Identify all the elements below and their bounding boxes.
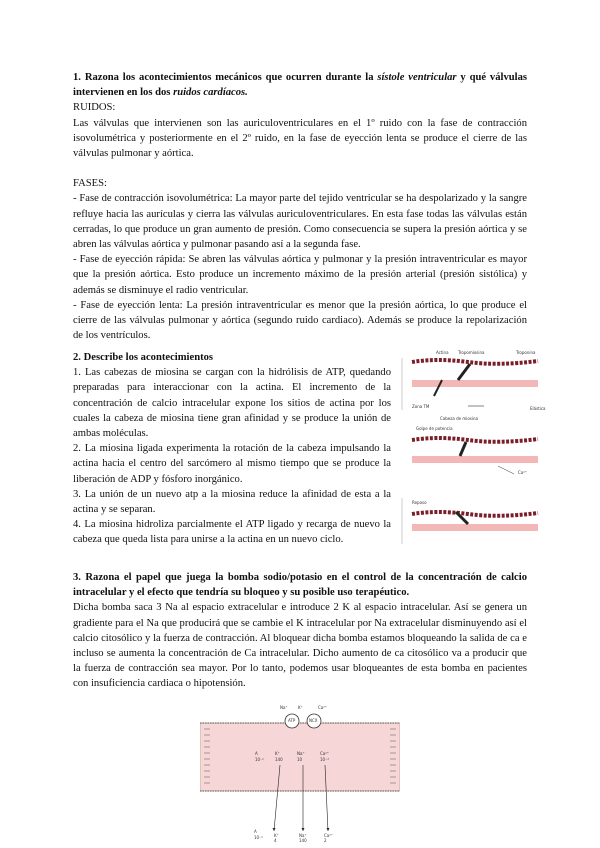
- fases-label: FASES:: [73, 178, 107, 190]
- myosin-thick-1: [412, 380, 538, 387]
- label-ncx: NCX: [309, 718, 318, 723]
- conc-in-k: 140: [275, 757, 283, 762]
- conc-out-ca: 2: [324, 838, 327, 843]
- step-1: 1. Las cabezas de miosina se cargan con la hidrólisis de ATP, quedando preparadas para interaccionar con la actina. El incremento de la concentración de calcio intracelular expone los sitios de actina por los cuales la cabeza de miosina tiene gran afinidad y se produce la unión de ambas moléculas.: [73, 367, 391, 440]
- question-3: 3. Razona el papel que juega la bomba sodio/potasio en el control de la concentración de calcio intracelular y el efecto que tendría su bloqueo y su posible uso terapéutico.: [73, 572, 527, 599]
- ruidos-text: Las válvulas que intervienen son las auriculoventriculares en el 1º ruido con la fase de contracción isovolumétrica y posteriormente en el 2º ruido, en la fase de eyección lenta se produce el cierre de las válvulas pulmonar y aórtica.: [73, 117, 527, 160]
- label-cell-ca: Ca²⁺: [320, 751, 329, 756]
- fase-contraccion: - Fase de contracción isovolumétrica: La mayor parte del tejido ventricular se ha despolarizado y la sangre refluye hacia las aurículas y cierra las válvulas auriculoventriculares. En esta fase todas las válvulas están cerradas, lo que produce un gran aumento de presión. Como consecuencia se supera la presión aórtica y se abren las válvulas aórtica y pulmonar pasando así a la segunda fase.: [73, 193, 527, 251]
- label-tropomyosin: Tropomiosina: [458, 350, 485, 355]
- label-cell-k: K⁺: [275, 751, 280, 756]
- label-out-na: Na⁺: [299, 833, 307, 838]
- crossbridge-figure: [398, 348, 548, 550]
- fase-eyeccion-lenta: - Fase de eyección lenta: La presión intraventricular es menor que la presión aórtica, lo que produce el cierre de las válvulas pulmonar y aórtica (segundo ruido cardiaco). Además se produce la repolarización de los ventrículos.: [73, 299, 527, 342]
- step-4: 4. La miosina hidroliza parcialmente el ATP ligado y recarga de nuevo la cabeza que queda lista para unirse a la actina en un nuevo ciclo.: [73, 519, 391, 546]
- conc-in-ca: 10⁻⁴: [320, 757, 329, 762]
- label-na-top: Na⁺: [280, 705, 288, 710]
- actin-filament-3: [412, 512, 538, 516]
- label-ca-top: Ca²⁺: [318, 705, 327, 710]
- label-cell-a: A: [255, 751, 258, 756]
- myosin-head-1: [458, 364, 470, 380]
- question-2: 2. Describe los acontecimientos: [73, 352, 214, 363]
- question-1: 1. Razona los acontecimientos mecánicos que ocurren durante la sístole ventricular y qué válvulas intervienen en los dos ruidos cardíacos.: [73, 72, 528, 99]
- label-actin: Actina: [436, 350, 449, 355]
- label-tm-zone: Zona TM: [412, 404, 430, 409]
- actin-filament-2: [412, 438, 538, 442]
- label-rest: Reposo: [412, 500, 427, 505]
- answer-3: Dicha bomba saca 3 Na al espacio extracelular e introduce 2 K al espacio intracelular. Así se genera un gradiente para el Na que producirá que se cambie el K intracelular por Na extracelular disminuyendo así el calcio citosólico y la fuerza de contracción. Al bloquear dicha bomba estamos bloqueando la salida de ca e incluso se aumenta la concentración de Ca intracelular. Dicho aumento de ca citosólico va a producir que la fuerza de contracción sea mayor. Por lo tanto, podemos usar bloqueantes de esta bomba en pacientes con insuficiencia cardiaca o hipotensión.: [73, 602, 527, 690]
- section-3: [73, 570, 527, 692]
- section-2: [73, 350, 391, 548]
- fase-eyeccion-rapida: - Fase de eyección rápida: Se abren las válvulas aórtica y pulmonar y la presión intraventricular es mayor que la presión aórtica. Esto produce un incremento máximo de la presión arterial (presión sistólica) y además se disminuye el radio ventricular.: [73, 254, 527, 296]
- step-3: 3. La unión de un nuevo atp a la miosina reduce la afinidad de esta a la actina y se separan.: [73, 488, 391, 516]
- myosin-thick-2: [412, 456, 538, 463]
- section-1: [73, 70, 527, 343]
- conc-in-na: 10: [297, 757, 303, 762]
- label-troponin: Troponina: [516, 350, 536, 355]
- actin-filament-1: [412, 360, 538, 364]
- label-atp: ATP: [288, 718, 296, 723]
- myosin-head-2: [460, 442, 466, 456]
- label-out-k: K⁺: [274, 833, 279, 838]
- label-elastic: Elástica: [530, 406, 546, 411]
- label-cell-na: Na⁺: [297, 751, 305, 756]
- label-out-a: A: [254, 829, 257, 834]
- label-out-ca: Ca²⁺: [324, 833, 333, 838]
- conc-out-k: 4: [274, 838, 277, 843]
- label-myosin-head: Cabeza de miosina: [440, 416, 478, 421]
- label-k-top: K⁺: [298, 705, 303, 710]
- conc-in-a: 10⁻²: [255, 757, 264, 762]
- conc-out-na: 140: [299, 838, 307, 843]
- myosin-thick-3: [412, 524, 538, 531]
- label-power: Golpe de potencia: [416, 426, 453, 431]
- label-ca: Ca²⁺: [518, 470, 527, 475]
- step-2: 2. La miosina ligada experimenta la rotación de la cabeza impulsando la actina hacia el centro del sarcómero al mismo tiempo que se produce la liberación de ADP y fósforo inorgánico.: [73, 443, 391, 485]
- ruidos-label: RUIDOS:: [73, 102, 116, 114]
- na-k-pump-figure: [200, 705, 400, 843]
- conc-out-a: 10⁻²: [254, 835, 263, 840]
